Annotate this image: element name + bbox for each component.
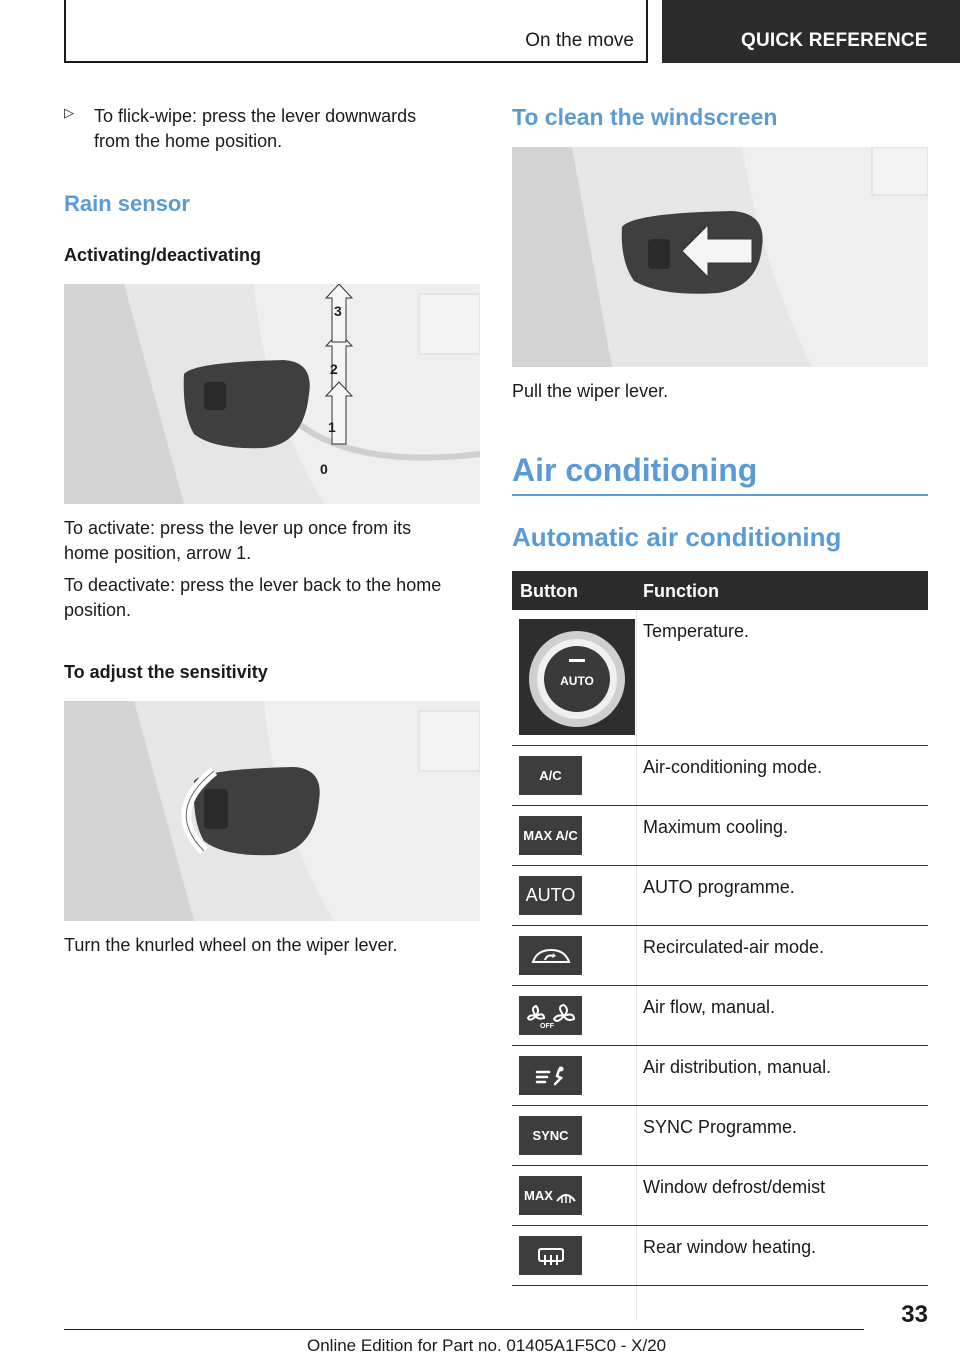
page-number: 33 — [901, 1301, 928, 1328]
table-row — [512, 926, 928, 986]
table-header — [512, 571, 928, 610]
quick-reference-tab[interactable]: QUICK REFERENCE — [662, 0, 960, 63]
section-title: On the move — [525, 30, 634, 51]
table-row — [512, 746, 928, 806]
arrow-label-1: 1 — [328, 419, 336, 435]
activate-text-line1: To activate: press the lever up once from its — [64, 518, 412, 538]
arrow-label-3: 3 — [334, 303, 342, 319]
ac-button-icon: A/C — [519, 756, 582, 795]
air-distribution-icon — [519, 1056, 582, 1095]
temperature-knob-label: AUTO — [560, 674, 594, 688]
air-conditioning-heading: Air conditioning — [512, 452, 758, 488]
sensitivity-heading: To adjust the sensitivity — [64, 662, 268, 682]
bullet-text-line1: To flick-wipe: press the lever downwards — [94, 106, 417, 126]
function-text: Air distribution, manual. — [643, 1057, 832, 1077]
table-row — [512, 1166, 928, 1226]
function-text: Maximum cooling. — [643, 817, 789, 837]
deactivate-text-line2: position. — [64, 600, 132, 620]
function-text: Recirculated-air mode. — [643, 937, 825, 957]
recirculation-icon — [519, 936, 582, 975]
table-row — [512, 610, 928, 746]
knurled-text: Turn the knurled wheel on the wiper lever. — [64, 935, 398, 955]
function-text: Rear window heating. — [643, 1237, 817, 1257]
ac-buttons-table — [512, 571, 928, 1286]
edition-text: Online Edition for Part no. 01405A1F5C0 - X/20 — [307, 1336, 667, 1355]
table-row — [512, 1106, 928, 1166]
window-defrost-icon — [519, 1176, 582, 1215]
svg-text:OFF: OFF — [539, 1022, 554, 1030]
function-text: AUTO programme. — [643, 877, 795, 897]
fan-icon — [519, 996, 582, 1035]
bullet-triangle-icon: ▷ — [64, 105, 74, 120]
bullet-text-line2: from the home position. — [94, 131, 283, 151]
function-text: Window defrost/demist — [643, 1177, 826, 1197]
rear-window-heating-icon — [519, 1236, 582, 1275]
table-row — [512, 866, 928, 926]
function-text: Air-conditioning mode. — [643, 757, 823, 777]
window-defrost-label: MAX — [524, 1188, 553, 1203]
table-row — [512, 806, 928, 866]
pull-lever-text: Pull the wiper lever. — [512, 381, 669, 401]
max-ac-button-icon: MAX A/C — [519, 816, 582, 855]
function-text: Temperature. — [643, 621, 750, 641]
table-row — [512, 986, 928, 1046]
table-row — [512, 1226, 928, 1286]
activate-text-line2: home position, arrow 1. — [64, 543, 252, 563]
col-header-button: Button — [520, 581, 578, 601]
auto-button-icon: AUTO — [519, 876, 582, 915]
activating-heading: Activating/deactivating — [64, 245, 262, 265]
rain-sensor-heading: Rain sensor — [64, 191, 190, 216]
function-text: Air flow, manual. — [643, 997, 776, 1017]
table-row — [512, 1046, 928, 1106]
footer-rule — [64, 1329, 864, 1330]
deactivate-text-line1: To deactivate: press the lever back to the home — [64, 575, 442, 595]
clean-windscreen-heading: To clean the windscreen — [512, 104, 778, 130]
arrow-label-0: 0 — [320, 461, 328, 477]
sync-button-icon: SYNC — [519, 1116, 582, 1155]
function-text: SYNC Programme. — [643, 1117, 798, 1137]
rain-sensor-lever-image — [64, 284, 480, 504]
knurled-wheel-image — [64, 701, 480, 921]
col-header-function: Function — [643, 581, 719, 601]
temperature-knob-icon — [519, 619, 635, 735]
automatic-ac-heading: Automatic air conditioning — [512, 522, 842, 552]
arrow-label-2: 2 — [330, 361, 338, 377]
heading-underline — [512, 494, 928, 496]
wiper-pull-image — [512, 147, 928, 367]
